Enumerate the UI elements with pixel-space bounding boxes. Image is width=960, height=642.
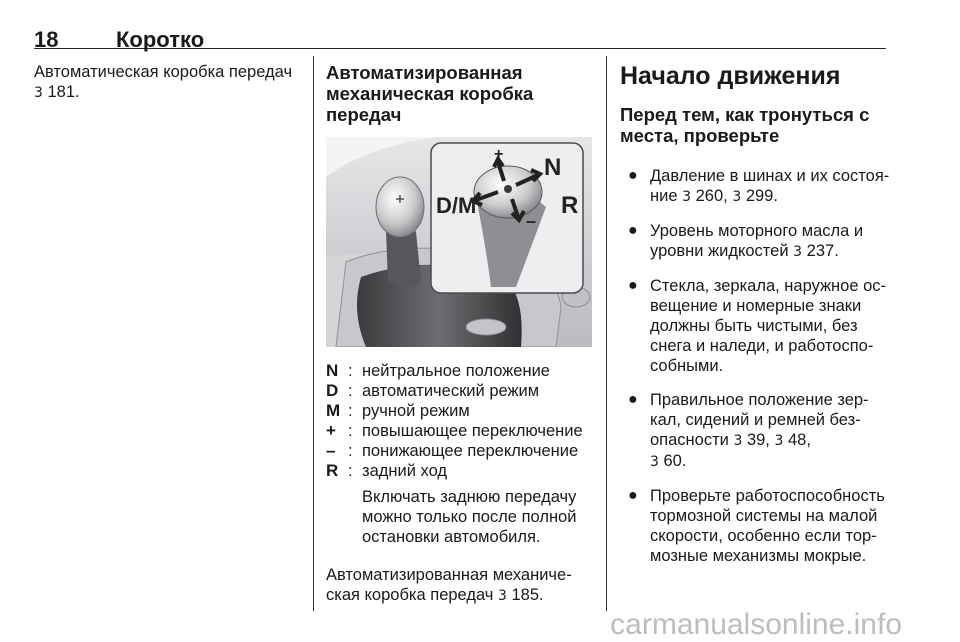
crossref-arrow-icon: 3 — [774, 433, 784, 449]
crossref-page[interactable]: 60. — [658, 452, 687, 470]
legend-text: повышающее переключение — [362, 422, 583, 440]
list-item — [620, 486, 890, 566]
list-item — [620, 166, 890, 207]
gear-legend — [326, 361, 594, 547]
column-divider-2 — [606, 56, 607, 611]
legend-key: N — [326, 361, 339, 380]
crossref-page[interactable]: 260, — [691, 187, 733, 205]
legend-text: ручной режим — [362, 402, 470, 420]
legend-row — [326, 401, 594, 421]
column-divider-1 — [313, 56, 314, 611]
legend-row — [326, 381, 594, 401]
legend-key: D — [326, 381, 339, 400]
crossref-arrow-icon: 3 — [793, 244, 803, 260]
column-3 — [620, 62, 890, 580]
legend-separator: : — [348, 362, 353, 380]
gear-selector-drawing — [326, 137, 592, 347]
gearbox-crossref-paragraph — [326, 565, 594, 606]
figure-label-r: R — [561, 192, 579, 219]
page-number: 18 — [34, 27, 59, 52]
page-header — [34, 8, 886, 52]
legend-key: – — [326, 441, 336, 460]
bullet-icon: ● — [628, 277, 638, 294]
list-item-text: Давление в шинах и их состоя-ние — [650, 167, 890, 205]
list-item-text: Стекла, зеркала, наружное ос-вещение и номерные знаки должны быть чистыми, без снега и наледи, и работоспо-собными. — [650, 277, 887, 375]
bullet-icon: ● — [628, 222, 638, 239]
crossref-arrow-icon: 3 — [732, 189, 742, 205]
column-1 — [34, 62, 302, 103]
bullet-icon: ● — [628, 391, 638, 408]
heading-line-2: механическая коробка передач — [326, 83, 534, 125]
legend-text: нейтральное положение — [362, 362, 550, 380]
figure-label-minus: – — [526, 211, 537, 231]
crossref-page[interactable]: 48, — [783, 431, 811, 449]
list-item — [620, 390, 890, 472]
legend-key: R — [326, 461, 339, 480]
legend-separator: : — [348, 402, 353, 420]
list-item-text: Проверьте работоспособность тормозной системы на малой скорости, особенно если тор-мозные механизмы мокрые. — [650, 487, 885, 565]
crossref-page[interactable]: 39, — [742, 431, 775, 449]
legend-key: + — [326, 421, 336, 440]
column-2 — [326, 62, 594, 606]
list-item — [620, 276, 890, 376]
legend-row — [326, 361, 594, 381]
figure-label-n: N — [544, 154, 562, 181]
section-heading-start: Начало движения — [620, 62, 841, 90]
legend-row — [326, 421, 594, 441]
bullet-icon: ● — [628, 167, 638, 184]
legend-row — [326, 441, 594, 461]
crossref-page[interactable]: 299. — [741, 187, 778, 205]
crossref-page[interactable]: 237. — [802, 242, 839, 260]
crossref-arrow-icon: 3 — [682, 189, 692, 205]
running-title: Коротко — [116, 27, 205, 52]
legend-separator: : — [348, 422, 353, 440]
section-heading-gearbox — [326, 62, 594, 125]
crossref-arrow-icon: 3 — [498, 588, 507, 604]
legend-text: понижающее переключение — [362, 442, 579, 460]
legend-key: M — [326, 401, 341, 420]
watermark: carmanualsonline.info — [610, 608, 902, 641]
list-item-text: Уровень моторного масла и уровни жидкостей — [650, 222, 864, 260]
legend-row — [326, 461, 594, 481]
paragraph-text: Автоматизированная механиче-ская коробка передач — [326, 566, 572, 604]
figure-label-plus: + — [494, 146, 504, 163]
crossref-page[interactable]: 181. — [42, 83, 80, 101]
list-item — [620, 221, 890, 262]
heading-line-1: Автоматизированная — [326, 62, 523, 83]
legend-text: автоматический режим — [362, 382, 540, 400]
crossref-arrow-icon: 3 — [733, 433, 743, 449]
crossref-text: Автоматическая коробка передач — [34, 63, 293, 81]
legend-separator: : — [348, 382, 353, 400]
crossref-page[interactable]: 185. — [506, 586, 544, 604]
crossref-arrow-icon: 3 — [650, 454, 659, 470]
reverse-gear-note: Включать заднюю передачу можно только после полной остановки автомобиля. — [362, 488, 577, 546]
bullet-icon: ● — [628, 487, 638, 504]
subheading-checks: Перед тем, как тронуться с места, проверьте — [620, 104, 870, 146]
figure-label-dm: D/M — [436, 193, 477, 218]
legend-separator: : — [348, 442, 353, 460]
checklist — [620, 166, 890, 566]
list-item-text: Правильное положение зер-кал, сидений и ремней без-опасности — [650, 391, 869, 449]
legend-text: задний ход — [362, 462, 448, 480]
crossref-arrow-icon: 3 — [34, 85, 43, 101]
legend-separator: : — [348, 462, 353, 480]
gear-selector-illustration — [326, 137, 592, 347]
